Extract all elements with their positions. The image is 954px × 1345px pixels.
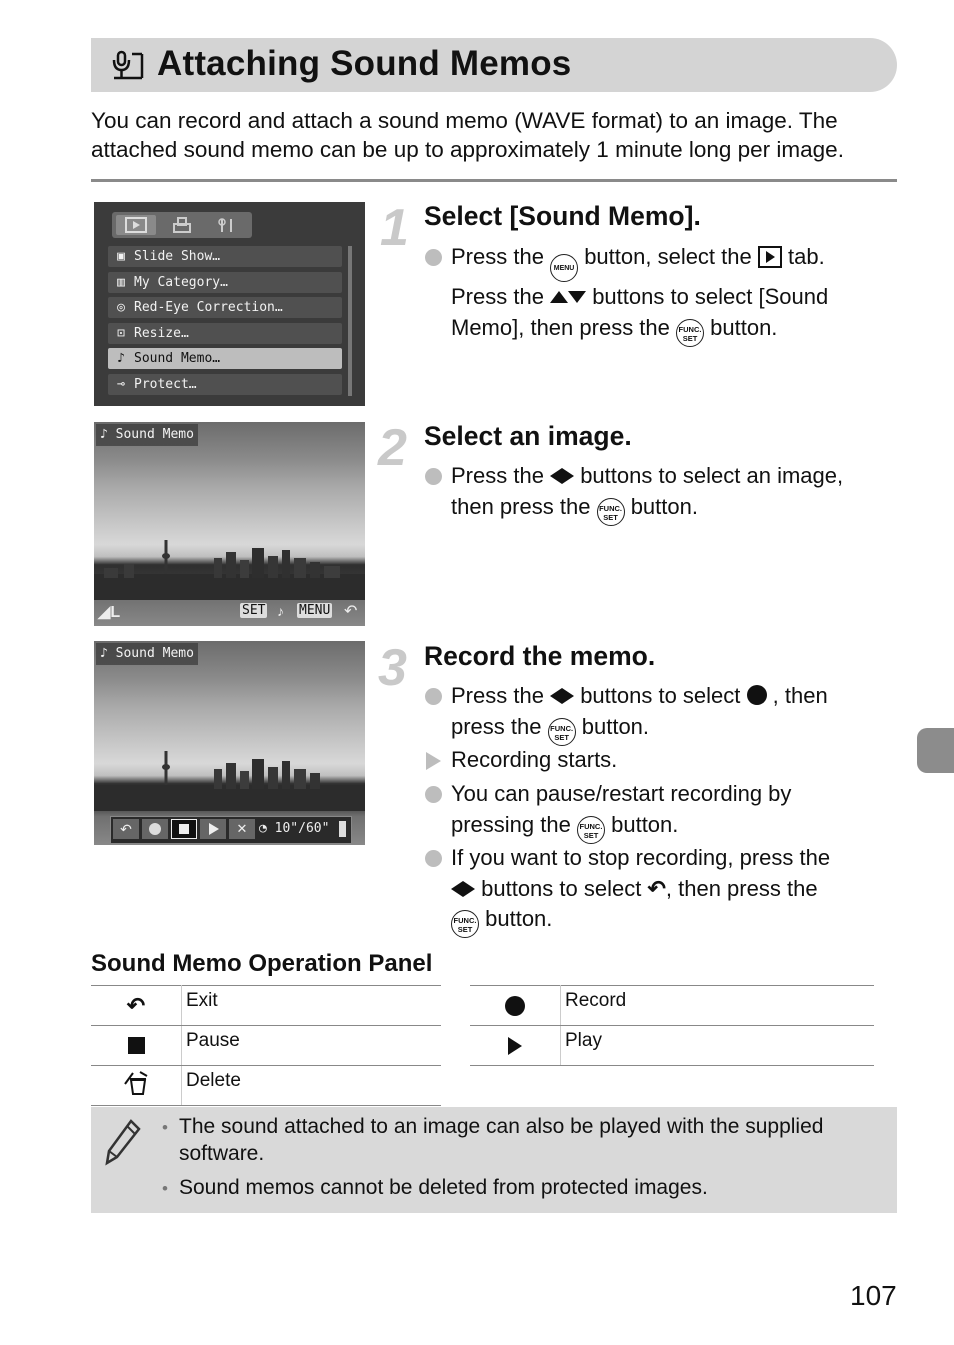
- slideshow-icon: ▣: [117, 249, 125, 264]
- pencil-icon: [103, 1117, 143, 1167]
- page-title: Attaching Sound Memos: [157, 44, 572, 83]
- func-set-button-icon: FUNC. SET: [577, 816, 605, 844]
- func-set-button-icon: FUNC. SET: [676, 319, 704, 347]
- return-icon: ↶: [344, 603, 358, 620]
- exit-icon: ↶: [113, 819, 139, 839]
- recording-time: ◔ 10"/60": [259, 821, 330, 836]
- down-arrow-icon: [568, 291, 586, 303]
- playback-tab-icon: [125, 217, 147, 233]
- battery-icon: [339, 821, 346, 837]
- note-bullet: •: [162, 1179, 168, 1198]
- menu-item: ⊸ Protect…: [108, 374, 342, 395]
- step-title: Select [Sound Memo].: [424, 201, 701, 231]
- play-icon: [200, 819, 226, 839]
- left-arrow-icon: [451, 881, 463, 897]
- step-text: If you want to stop recording, press the buttons to select ↶, then press the FUNC. SET button.: [451, 843, 901, 938]
- exit-icon: ↶: [647, 875, 666, 901]
- table-row: [91, 1066, 441, 1106]
- func-set-button-icon: FUNC. SET: [451, 910, 479, 938]
- menu-item: ▣ Slide Show…: [108, 246, 342, 267]
- step-text: Press the buttons to select an image, then press the FUNC. SET button.: [451, 461, 901, 526]
- key-icon: ⊸: [117, 377, 125, 392]
- page-number: 107: [850, 1280, 897, 1311]
- record-icon: [470, 986, 561, 1026]
- menu-button-icon: MENU: [550, 254, 578, 282]
- table-cell: Record: [561, 986, 875, 1026]
- table-row: [91, 1026, 441, 1066]
- table-row: [470, 1026, 874, 1066]
- stop-icon: [91, 1026, 182, 1066]
- bullet: [425, 249, 442, 266]
- step-result: Recording starts.: [451, 747, 618, 772]
- note-text: The sound attached to an image can also be played with the supplied software.: [179, 1115, 824, 1165]
- table-row: [91, 986, 441, 1026]
- print-tab-icon: [172, 216, 192, 234]
- operation-table-right: [470, 985, 874, 1066]
- bullet: [425, 786, 442, 803]
- operation-panel-screen: [110, 816, 352, 844]
- bullet: [425, 468, 442, 485]
- trash-icon: ✕: [229, 819, 255, 839]
- record-memo-screenshot: [94, 641, 365, 845]
- step-title: Select an image.: [424, 421, 632, 451]
- step-text: Press the buttons to select , then press the FUNC. SET button.: [451, 681, 901, 746]
- result-arrow: [426, 752, 441, 770]
- note-bullet: •: [162, 1118, 168, 1137]
- sound-memo-icon: ♪: [277, 603, 284, 619]
- setup-tab-icon: [217, 216, 239, 234]
- operation-table-left: [91, 985, 441, 1106]
- step-number: 2: [378, 419, 407, 477]
- divider: [91, 179, 897, 182]
- set-badge: SET: [242, 603, 266, 618]
- table-cell: Exit: [182, 986, 442, 1026]
- step-number: 1: [380, 199, 409, 257]
- menu-badge: MENU: [299, 603, 331, 618]
- step-text: You can pause/restart recording by pressing the FUNC. SET button.: [451, 779, 901, 844]
- menu-item: ◎ Red-Eye Correction…: [108, 297, 342, 318]
- category-icon: ▥: [117, 275, 125, 290]
- sound-memo-icon: [108, 50, 144, 82]
- note-box: [91, 1107, 897, 1213]
- table-row: [470, 986, 874, 1026]
- menu-scrollbar: [348, 246, 352, 396]
- quality-icon: ◢: [98, 604, 111, 621]
- menu-tabs: [112, 212, 252, 238]
- note-text: Sound memos cannot be deleted from protected images.: [179, 1176, 708, 1199]
- table-cell: Pause: [182, 1026, 442, 1066]
- right-arrow-icon: [463, 881, 475, 897]
- camera-menu-screenshot: [94, 202, 365, 406]
- sound-memo-icon: ♪: [117, 351, 125, 366]
- chapter-tab: [917, 728, 954, 773]
- skyline-photo: [94, 540, 365, 600]
- resize-icon: ⊡: [117, 326, 125, 341]
- step-number: 3: [378, 639, 407, 697]
- step-text: Press the MENU button, select the tab. Press the buttons to select [Sound Memo], then press the FUNC. SET button.: [451, 242, 901, 347]
- skyline-photo: [94, 751, 365, 811]
- record-icon: [142, 819, 168, 839]
- right-arrow-icon: [562, 468, 574, 484]
- record-icon: [747, 685, 767, 705]
- section-heading: Sound Memo Operation Panel: [91, 950, 433, 977]
- image-size-label: ◢L: [98, 604, 121, 621]
- play-icon: [470, 1026, 561, 1066]
- select-image-screenshot: [94, 422, 365, 626]
- menu-item: ▥ My Category…: [108, 272, 342, 293]
- menu-item: ⊡ Resize…: [108, 323, 342, 344]
- sound-memo-icon: ♪: [100, 646, 116, 661]
- step-title: Record the memo.: [424, 641, 656, 671]
- trash-icon: [91, 1066, 182, 1106]
- func-set-button-icon: FUNC. SET: [548, 718, 576, 746]
- sound-memo-icon: ♪: [100, 427, 116, 442]
- func-set-button-icon: FUNC. SET: [597, 498, 625, 526]
- table-cell: Play: [561, 1026, 875, 1066]
- red-eye-icon: ◎: [117, 300, 125, 315]
- stop-icon: [171, 819, 197, 839]
- exit-icon: ↶: [91, 986, 182, 1026]
- menu-item-selected: ♪ Sound Memo…: [108, 348, 342, 369]
- sound-memo-label: ♪ Sound Memo: [96, 643, 198, 665]
- up-arrow-icon: [550, 291, 568, 303]
- left-arrow-icon: [550, 468, 562, 484]
- playback-tab-icon: [758, 246, 782, 268]
- intro-text: You can record and attach a sound memo (WAVE format) to an image. The attached sound memo can be up to approximately 1 minute long per image.: [91, 108, 844, 162]
- sound-memo-label: ♪ Sound Memo: [96, 424, 198, 446]
- bullet: [425, 688, 442, 705]
- left-arrow-icon: [550, 688, 562, 704]
- right-arrow-icon: [562, 688, 574, 704]
- table-cell: Delete: [182, 1066, 442, 1106]
- clock-icon: ◔: [259, 821, 267, 836]
- bullet: [425, 850, 442, 867]
